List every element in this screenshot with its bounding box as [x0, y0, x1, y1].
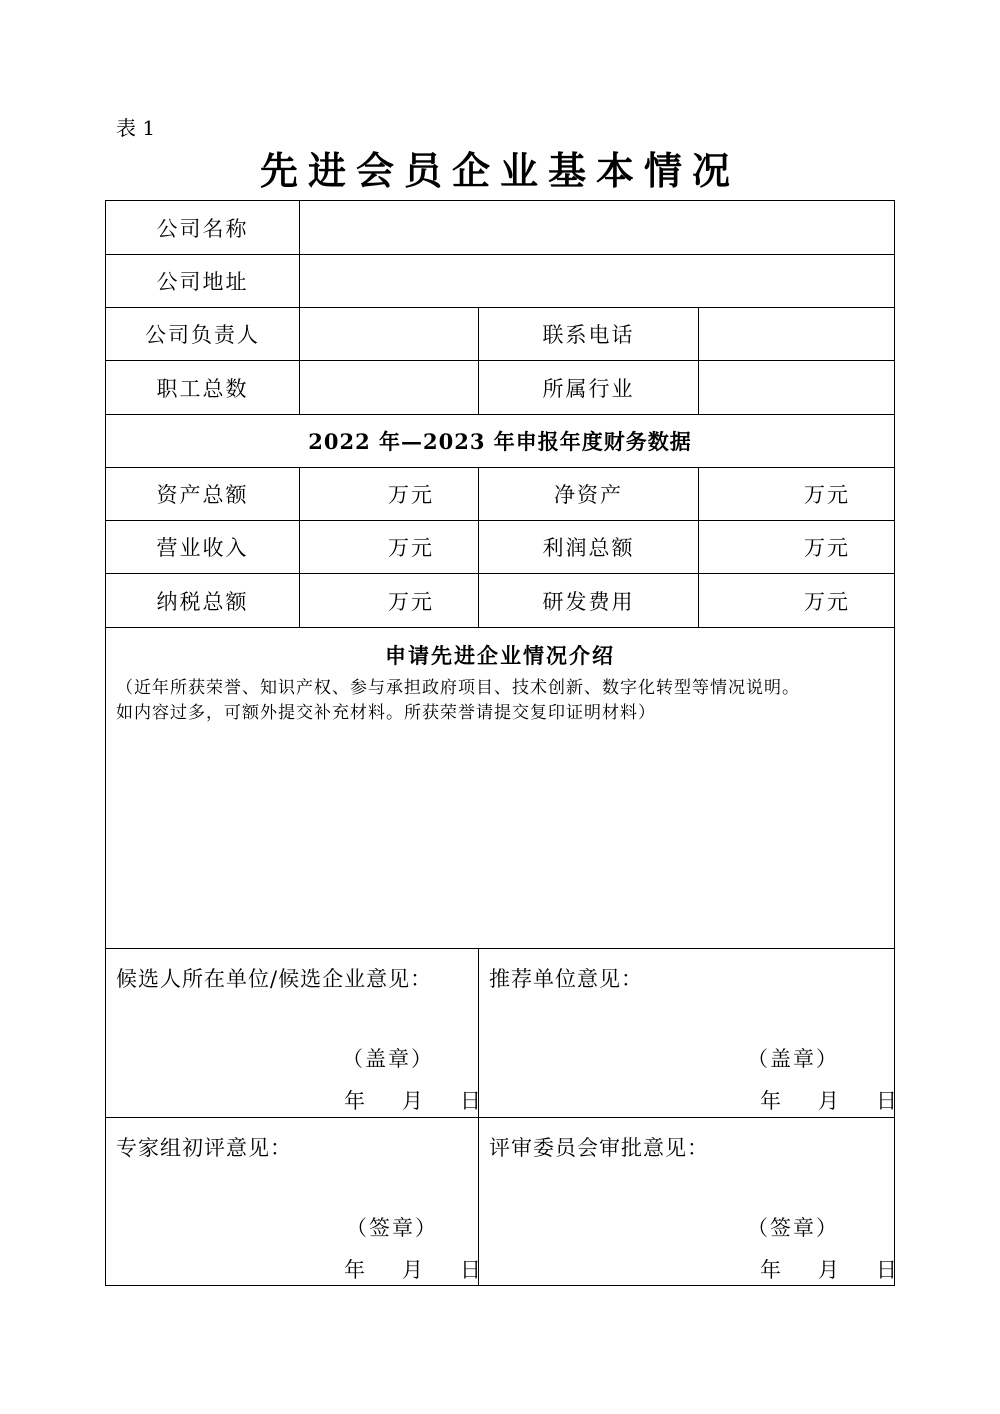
revenue-field[interactable]: 万元 [300, 521, 479, 574]
day-label: 日 [876, 1258, 899, 1282]
financial-section-title: 2022 年—2023 年申报年度财务数据 [106, 415, 894, 468]
year-label: 年 [344, 1089, 367, 1113]
company-address-label: 公司地址 [106, 255, 300, 308]
seal-label: （盖章） [342, 1047, 434, 1071]
company-head-label: 公司负责人 [106, 308, 300, 361]
seal-label: （盖章） [747, 1047, 839, 1071]
recommending-unit-opinion-label: 推荐单位意见： [489, 967, 643, 991]
rnd-expense-field[interactable]: 万元 [699, 574, 894, 628]
expert-group-opinion-label: 专家组初评意见： [116, 1136, 292, 1160]
month-label: 月 [818, 1089, 841, 1113]
total-profit-label: 利润总额 [479, 521, 699, 574]
month-label: 月 [818, 1258, 841, 1282]
expert-group-opinion[interactable] [106, 1118, 483, 1285]
info-table [105, 200, 899, 1286]
phone-field[interactable] [699, 308, 894, 361]
day-label: 日 [876, 1089, 899, 1113]
introduction-note-line-2: 如内容过多，可额外提交补充材料。所获荣誉请提交复印证明材料） [116, 703, 656, 723]
month-label: 月 [402, 1089, 425, 1113]
employee-count-label: 职工总数 [106, 361, 300, 415]
rnd-expense-label: 研发费用 [479, 574, 699, 628]
review-committee-opinion-label: 评审委员会审批意见： [489, 1136, 709, 1160]
company-head-field[interactable] [300, 308, 479, 361]
date-line [714, 1254, 899, 1282]
company-name-label: 公司名称 [106, 201, 300, 255]
total-profit-field[interactable]: 万元 [699, 521, 894, 574]
employee-count-field[interactable] [300, 361, 479, 415]
introduction-title: 申请先进企业情况介绍 [385, 643, 615, 668]
total-assets-field[interactable]: 万元 [300, 468, 479, 521]
candidate-unit-opinion-label: 候选人所在单位/候选企业意见： [116, 967, 433, 991]
sign-seal-label: （签章） [346, 1216, 438, 1240]
day-label: 日 [460, 1258, 483, 1282]
net-assets-field[interactable]: 万元 [699, 468, 894, 521]
date-line [298, 1085, 483, 1113]
total-tax-field[interactable]: 万元 [300, 574, 479, 628]
company-name-field[interactable] [300, 201, 894, 255]
month-label: 月 [402, 1258, 425, 1282]
revenue-label: 营业收入 [106, 521, 300, 574]
introduction-note-line-1: （近年所获荣誉、知识产权、参与承担政府项目、技术创新、数字化转型等情况说明。 [116, 678, 800, 698]
year-label: 年 [344, 1258, 367, 1282]
total-tax-label: 纳税总额 [106, 574, 300, 628]
sign-seal-label: （签章） [747, 1216, 839, 1240]
year-label: 年 [760, 1089, 783, 1113]
day-label: 日 [460, 1089, 483, 1113]
total-assets-label: 资产总额 [106, 468, 300, 521]
year-label: 年 [760, 1258, 783, 1282]
table-number: 表 1 [116, 116, 156, 140]
industry-field[interactable] [699, 361, 894, 415]
net-assets-label: 净资产 [479, 468, 699, 521]
industry-label: 所属行业 [479, 361, 699, 415]
review-committee-opinion[interactable] [479, 1118, 899, 1285]
date-line [298, 1254, 483, 1282]
page-title: 先进会员企业基本情况 [259, 148, 740, 193]
recommending-unit-opinion[interactable] [479, 949, 899, 1118]
introduction-note [116, 676, 884, 726]
date-line [714, 1085, 899, 1113]
candidate-unit-opinion[interactable] [106, 949, 483, 1118]
company-address-field[interactable] [300, 255, 894, 308]
introduction-section[interactable] [106, 628, 894, 949]
phone-label: 联系电话 [479, 308, 699, 361]
